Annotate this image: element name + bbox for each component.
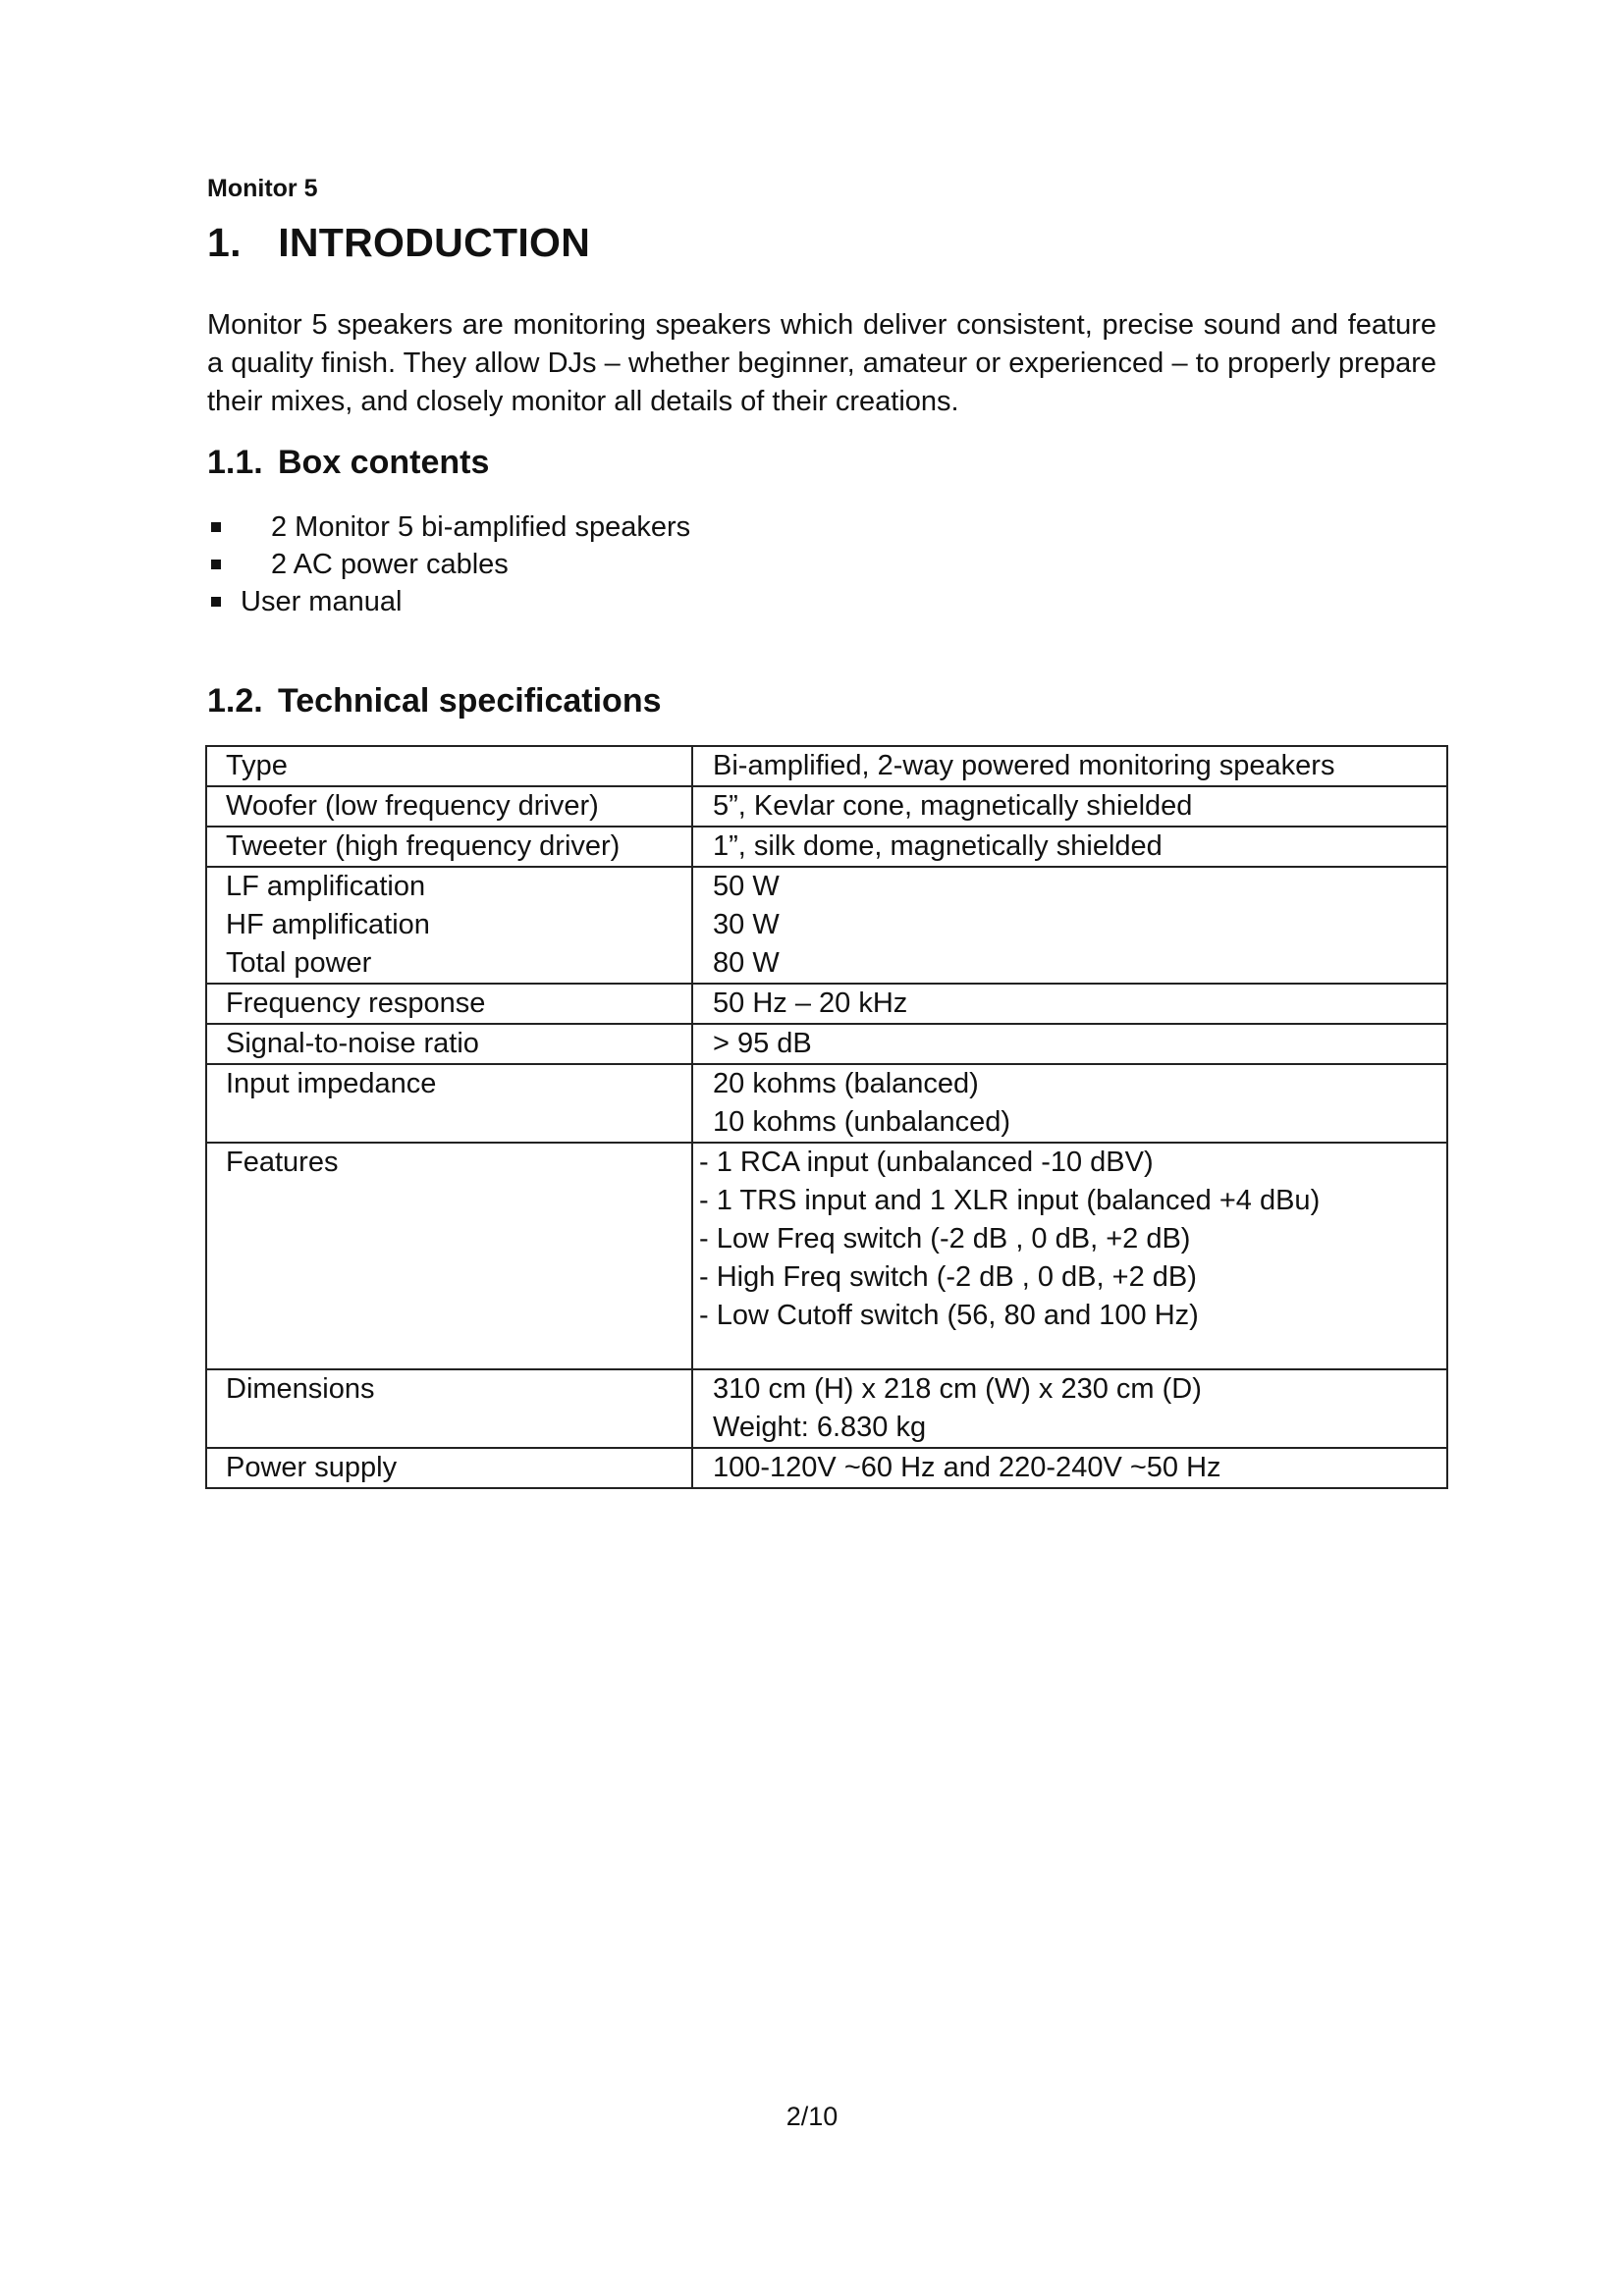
- document-header: Monitor 5: [207, 175, 318, 202]
- spec-label-cell: Woofer (low frequency driver): [206, 786, 692, 827]
- table-row: [206, 1448, 1447, 1488]
- spec-label-cell: Features: [206, 1143, 692, 1369]
- subsection-number: 1.1.: [207, 444, 263, 481]
- section-title: INTRODUCTION: [278, 220, 591, 265]
- spec-value-cell: > 95 dB: [692, 1024, 1447, 1064]
- spec-value-cell: Bi-amplified, 2-way powered monitoring speakers: [692, 746, 1447, 786]
- spec-value-cell: - 1 RCA input (unbalanced -10 dBV) - 1 TRS input and 1 XLR input (balanced +4 dBu) - Low Freq switch (-2 dB , 0 dB, +2 dB) - High Freq switch (-2 dB , 0 dB, +2 dB) - Low Cutoff switch (56, 80 and 100 Hz): [692, 1143, 1447, 1369]
- spec-label-cell: Frequency response: [206, 984, 692, 1024]
- table-row: [206, 786, 1447, 827]
- spec-label-cell: Type: [206, 746, 692, 786]
- bullet-icon: [211, 522, 221, 532]
- section-number: 1.: [207, 220, 242, 265]
- table-row: [206, 746, 1447, 786]
- section-heading-introduction: [207, 220, 590, 266]
- intro-paragraph: Monitor 5 speakers are monitoring speakers which deliver consistent, precise sound and feature a quality finish. They allow DJs – whether beginner, amateur or experienced – to properly prepare their mixes, and closely monitor all details of their creations.: [207, 309, 1436, 417]
- spec-value-cell: 1”, silk dome, magnetically shielded: [692, 827, 1447, 867]
- specifications-table: [205, 745, 1448, 1489]
- spec-value-cell: 50 W 30 W 80 W: [692, 867, 1447, 984]
- table-row: [206, 827, 1447, 867]
- table-row: [206, 1064, 1447, 1143]
- table-row: [206, 1024, 1447, 1064]
- table-row: [206, 867, 1447, 984]
- subsection-title: Technical specifications: [278, 682, 662, 720]
- spec-label-cell: Input impedance: [206, 1064, 692, 1143]
- bullet-icon: [211, 597, 221, 607]
- page-number: 2/10: [785, 2102, 839, 2131]
- table-row: [206, 1369, 1447, 1448]
- table-row: [206, 984, 1447, 1024]
- table-row: [206, 1143, 1447, 1369]
- spec-value-cell: 5”, Kevlar cone, magnetically shielded: [692, 786, 1447, 827]
- spec-label-cell: LF amplification HF amplification Total power: [206, 867, 692, 984]
- spec-label-cell: Signal-to-noise ratio: [206, 1024, 692, 1064]
- subsection-number: 1.2.: [207, 682, 263, 720]
- spec-value-cell: 100-120V ~60 Hz and 220-240V ~50 Hz: [692, 1448, 1447, 1488]
- subsection-title: Box contents: [278, 444, 490, 481]
- spec-value-cell: 50 Hz – 20 kHz: [692, 984, 1447, 1024]
- section-heading-technical-specifications: [207, 682, 662, 721]
- spec-label-cell: Dimensions: [206, 1369, 692, 1448]
- spec-value-cell: 20 kohms (balanced) 10 kohms (unbalanced): [692, 1064, 1447, 1143]
- spec-label-cell: Power supply: [206, 1448, 692, 1488]
- spec-label-cell: Tweeter (high frequency driver): [206, 827, 692, 867]
- spec-value-cell: 310 cm (H) x 218 cm (W) x 230 cm (D) Weight: 6.830 kg: [692, 1369, 1447, 1448]
- bullet-icon: [211, 560, 221, 569]
- section-heading-box-contents: [207, 444, 489, 482]
